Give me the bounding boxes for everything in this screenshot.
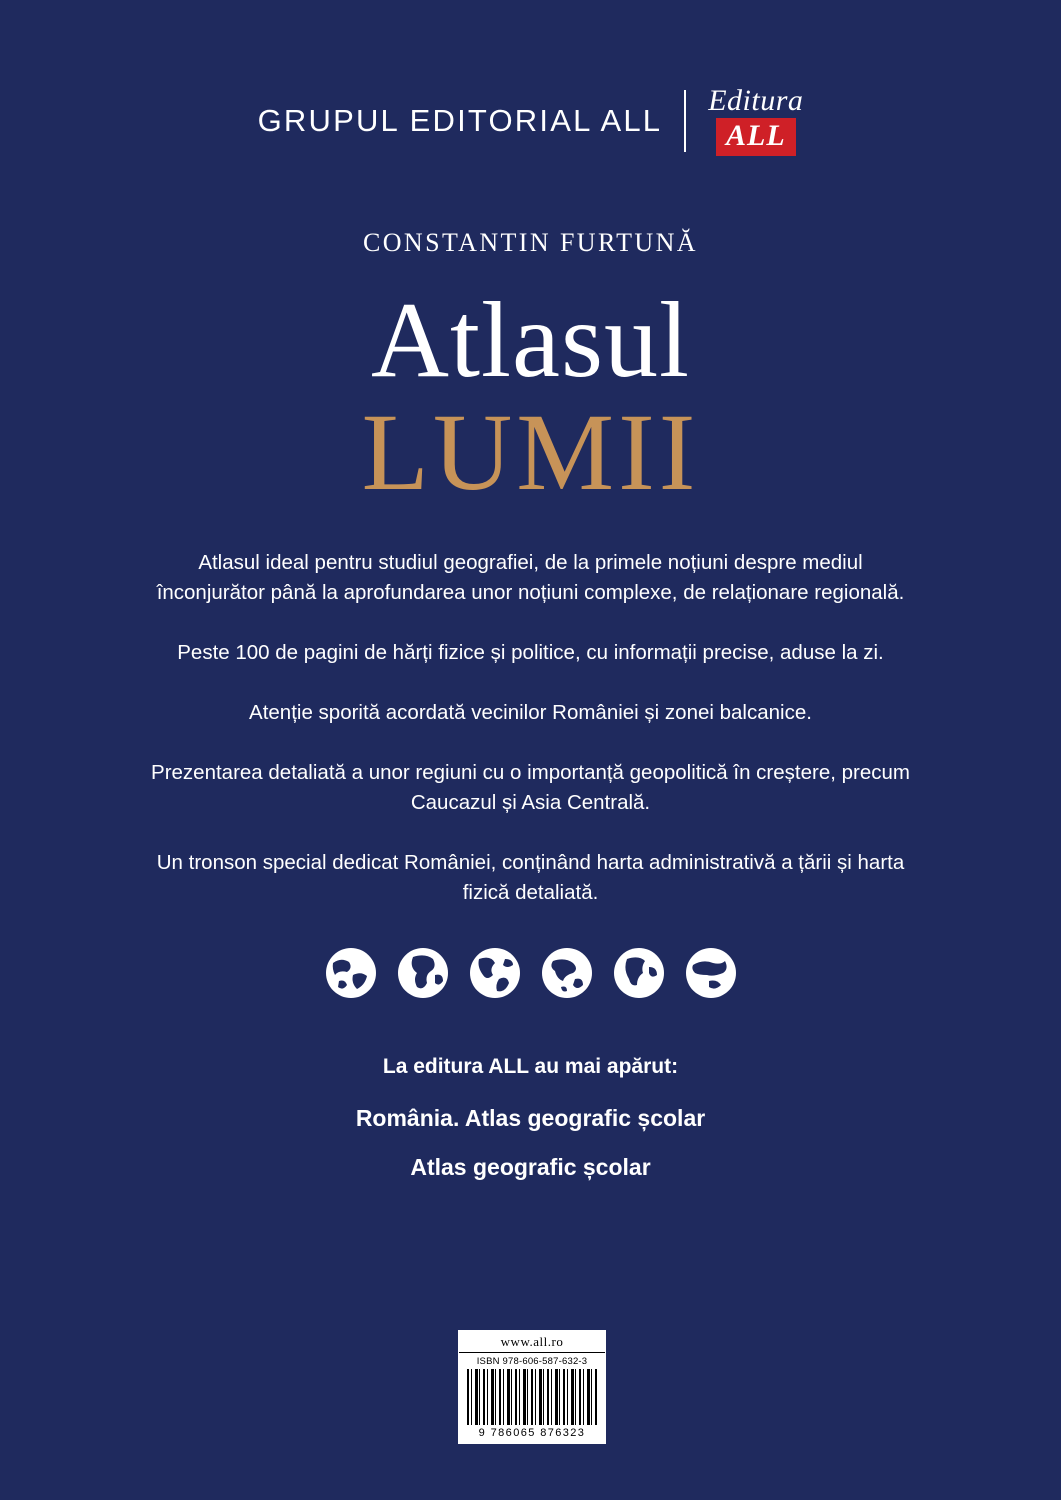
barcode-digits: 9 786065 876323 [478,1427,586,1439]
globe-icon-3 [467,945,523,1001]
blurb-paragraph: Atenție sporită acordată vecinilor României și zonei balcanice. [249,701,812,724]
publisher-logo-mark: ALL [716,118,796,156]
globe-row [0,945,1061,1001]
book-title-main: Atlasul [371,281,690,400]
publisher-logo-word: Editura [708,84,804,117]
globe-icon-2 [395,945,451,1001]
publisher-name: GRUPUL EDITORIAL ALL [257,103,663,138]
globe-icon-1 [323,945,379,1001]
barcode-block [458,1330,606,1444]
publisher-header [0,86,1061,156]
globe-icon-5 [611,945,667,1001]
blurb-paragraph: Un tronson special dedicat României, conținând harta administrativă a țării și harta fizică detaliată. [156,851,905,904]
also-published-item: Atlas geografic școlar [410,1154,651,1180]
globe-icon-4 [539,945,595,1001]
also-published-lead: La editura ALL au mai apărut: [382,1055,679,1078]
also-published-section [0,1055,1061,1203]
website-url: www.all.ro [459,1331,605,1353]
blurb-paragraph: Prezentarea detaliată a unor regiuni cu o importanță geopolitică în creștere, precum Caucazul și Asia Centrală. [151,761,910,814]
book-title-sub: LUMII [361,391,700,513]
blurb-paragraph: Peste 100 de pagini de hărți fizice și politice, cu informații precise, aduse la zi. [177,641,884,664]
barcode-bars [467,1369,597,1425]
also-published-item: România. Atlas geografic școlar [355,1105,706,1131]
globe-icon-6 [683,945,739,1001]
author-name: CONSTANTIN FURTUNĂ [363,228,698,257]
blurb-paragraph: Atlasul ideal pentru studiul geografiei, de la primele noțiuni despre mediul înconjurător până la aprofundarea unor noțiuni complexe, de relaționare regională. [156,551,905,604]
isbn-text: ISBN 978-606-587-632-3 [476,1356,588,1367]
publisher-divider [684,90,686,152]
publisher-logo [708,86,803,156]
blurb-text [150,548,911,908]
